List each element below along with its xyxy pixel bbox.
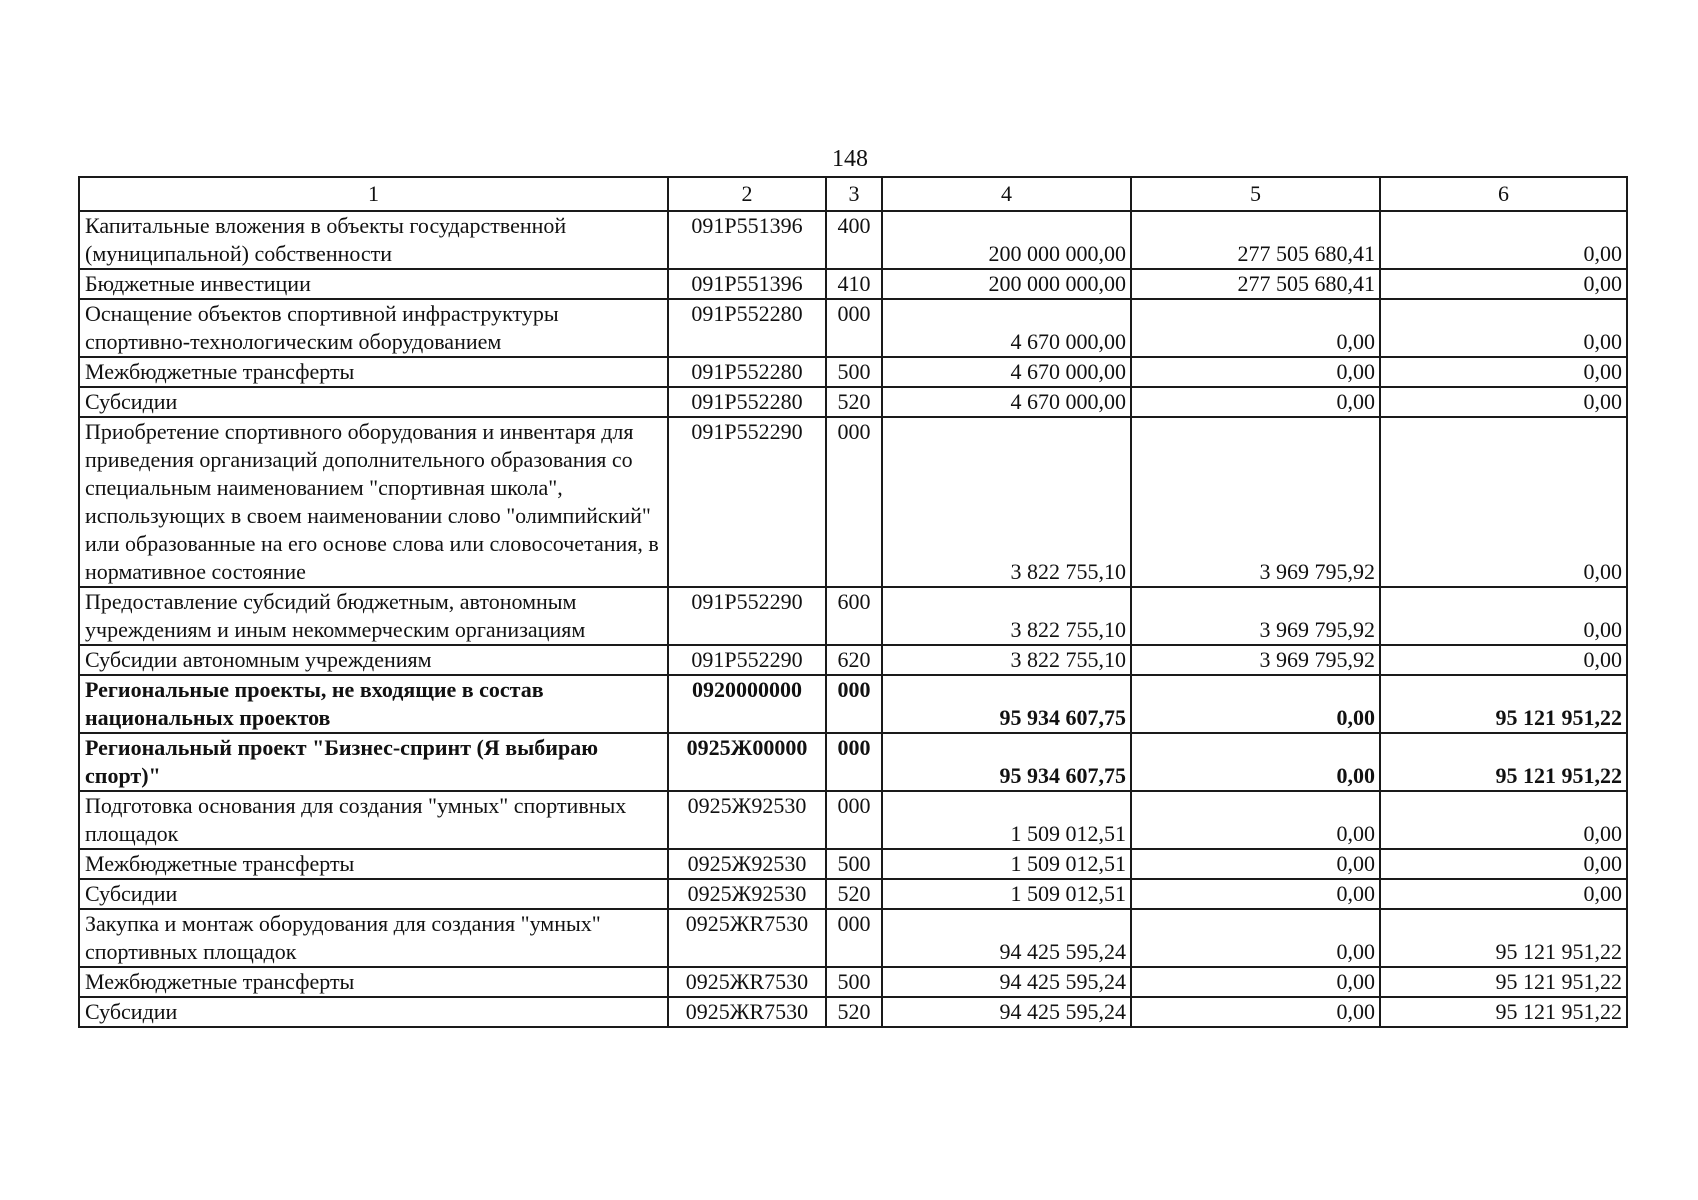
row-name-cell: Подготовка основания для создания "умных" спортивных площадок — [79, 791, 668, 849]
row-kind-cell: 000 — [826, 417, 882, 587]
table-row — [79, 909, 1627, 967]
row-amount-col5: 0,00 — [1131, 675, 1380, 733]
row-amount-col4: 94 425 595,24 — [882, 967, 1131, 997]
row-code-cell: 0920000000 — [668, 675, 826, 733]
row-name-cell: Приобретение спортивного оборудования и инвентаря для приведения организаций дополнительного образования со специальным наименованием "спортивная школа", использующих в своем наименовании слово "олимпийский" или образованные на его основе слова или словосочетания, в нормативное состояние — [79, 417, 668, 587]
row-code-cell: 0925ЖR7530 — [668, 997, 826, 1027]
row-amount-col5: 3 969 795,92 — [1131, 645, 1380, 675]
column-header: 3 — [826, 177, 882, 211]
row-amount-col6: 0,00 — [1380, 269, 1627, 299]
row-kind-cell: 000 — [826, 675, 882, 733]
row-code-cell: 091P552280 — [668, 299, 826, 357]
row-kind-cell: 500 — [826, 849, 882, 879]
row-code-cell: 091P552290 — [668, 587, 826, 645]
row-amount-col5: 0,00 — [1131, 299, 1380, 357]
row-name-cell: Субсидии автономным учреждениям — [79, 645, 668, 675]
row-amount-col6: 0,00 — [1380, 417, 1627, 587]
row-amount-col6: 0,00 — [1380, 587, 1627, 645]
row-amount-col4: 95 934 607,75 — [882, 733, 1131, 791]
row-amount-col4: 95 934 607,75 — [882, 675, 1131, 733]
row-amount-col5: 0,00 — [1131, 357, 1380, 387]
table-row — [79, 675, 1627, 733]
row-kind-cell: 000 — [826, 299, 882, 357]
row-code-cell: 0925ЖR7530 — [668, 909, 826, 967]
row-amount-col4: 4 670 000,00 — [882, 299, 1131, 357]
row-name-cell: Межбюджетные трансферты — [79, 357, 668, 387]
row-name-cell: Субсидии — [79, 879, 668, 909]
table-row — [79, 849, 1627, 879]
row-code-cell: 0925Ж92530 — [668, 791, 826, 849]
row-name-cell: Оснащение объектов спортивной инфраструктуры спортивно-технологическим оборудованием — [79, 299, 668, 357]
row-amount-col4: 1 509 012,51 — [882, 879, 1131, 909]
row-amount-col5: 0,00 — [1131, 387, 1380, 417]
row-name-cell: Предоставление субсидий бюджетным, автономным учреждениям и иным некоммерческим организациям — [79, 587, 668, 645]
row-code-cell: 091P551396 — [668, 269, 826, 299]
table-header-row — [79, 177, 1627, 211]
row-code-cell: 0925Ж00000 — [668, 733, 826, 791]
row-kind-cell: 620 — [826, 645, 882, 675]
row-kind-cell: 600 — [826, 587, 882, 645]
row-name-cell: Региональный проект "Бизнес-спринт (Я выбираю спорт)" — [79, 733, 668, 791]
page-number: 148 — [832, 146, 868, 172]
row-amount-col6: 0,00 — [1380, 645, 1627, 675]
row-code-cell: 091P552280 — [668, 387, 826, 417]
row-amount-col6: 0,00 — [1380, 299, 1627, 357]
row-amount-col5: 0,00 — [1131, 909, 1380, 967]
row-amount-col6: 95 121 951,22 — [1380, 909, 1627, 967]
row-amount-col5: 0,00 — [1131, 791, 1380, 849]
row-name-cell: Региональные проекты, не входящие в состав национальных проектов — [79, 675, 668, 733]
row-amount-col5: 0,00 — [1131, 733, 1380, 791]
row-code-cell: 091P552280 — [668, 357, 826, 387]
row-amount-col5: 0,00 — [1131, 967, 1380, 997]
row-amount-col4: 94 425 595,24 — [882, 909, 1131, 967]
row-amount-col4: 94 425 595,24 — [882, 997, 1131, 1027]
row-code-cell: 091P551396 — [668, 211, 826, 269]
row-name-cell: Межбюджетные трансферты — [79, 967, 668, 997]
row-amount-col4: 200 000 000,00 — [882, 211, 1131, 269]
row-kind-cell: 500 — [826, 967, 882, 997]
row-kind-cell: 000 — [826, 791, 882, 849]
row-amount-col6: 0,00 — [1380, 357, 1627, 387]
row-name-cell: Бюджетные инвестиции — [79, 269, 668, 299]
row-code-cell: 0925Ж92530 — [668, 879, 826, 909]
row-amount-col6: 95 121 951,22 — [1380, 967, 1627, 997]
row-code-cell: 091P552290 — [668, 645, 826, 675]
table-row — [79, 733, 1627, 791]
row-amount-col6: 95 121 951,22 — [1380, 733, 1627, 791]
row-amount-col4: 4 670 000,00 — [882, 357, 1131, 387]
row-amount-col6: 0,00 — [1380, 879, 1627, 909]
table-row — [79, 791, 1627, 849]
row-amount-col5: 0,00 — [1131, 849, 1380, 879]
row-amount-col4: 200 000 000,00 — [882, 269, 1131, 299]
row-kind-cell: 400 — [826, 211, 882, 269]
row-amount-col6: 0,00 — [1380, 849, 1627, 879]
row-amount-col4: 1 509 012,51 — [882, 791, 1131, 849]
table-row — [79, 211, 1627, 269]
column-header: 6 — [1380, 177, 1627, 211]
row-amount-col6: 95 121 951,22 — [1380, 997, 1627, 1027]
row-kind-cell: 520 — [826, 879, 882, 909]
column-header: 5 — [1131, 177, 1380, 211]
row-kind-cell: 000 — [826, 733, 882, 791]
row-kind-cell: 410 — [826, 269, 882, 299]
row-code-cell: 0925ЖR7530 — [668, 967, 826, 997]
row-amount-col4: 1 509 012,51 — [882, 849, 1131, 879]
row-amount-col4: 3 822 755,10 — [882, 587, 1131, 645]
table-row — [79, 645, 1627, 675]
row-amount-col5: 277 505 680,41 — [1131, 269, 1380, 299]
row-name-cell: Межбюджетные трансферты — [79, 849, 668, 879]
column-header: 1 — [79, 177, 668, 211]
row-name-cell: Капитальные вложения в объекты государственной (муниципальной) собственности — [79, 211, 668, 269]
table-row — [79, 879, 1627, 909]
row-kind-cell: 500 — [826, 357, 882, 387]
row-kind-cell: 000 — [826, 909, 882, 967]
column-header: 4 — [882, 177, 1131, 211]
row-name-cell: Закупка и монтаж оборудования для создания "умных" спортивных площадок — [79, 909, 668, 967]
row-amount-col4: 4 670 000,00 — [882, 387, 1131, 417]
row-name-cell: Субсидии — [79, 387, 668, 417]
row-amount-col5: 0,00 — [1131, 997, 1380, 1027]
row-amount-col5: 0,00 — [1131, 879, 1380, 909]
table-row — [79, 997, 1627, 1027]
row-kind-cell: 520 — [826, 997, 882, 1027]
row-amount-col6: 0,00 — [1380, 791, 1627, 849]
table-row — [79, 299, 1627, 357]
row-amount-col6: 95 121 951,22 — [1380, 675, 1627, 733]
row-amount-col4: 3 822 755,10 — [882, 417, 1131, 587]
table-row — [79, 269, 1627, 299]
table-row — [79, 357, 1627, 387]
budget-table — [78, 176, 1628, 1028]
row-kind-cell: 520 — [826, 387, 882, 417]
row-code-cell: 091P552290 — [668, 417, 826, 587]
table-row — [79, 417, 1627, 587]
row-code-cell: 0925Ж92530 — [668, 849, 826, 879]
row-name-cell: Субсидии — [79, 997, 668, 1027]
column-header: 2 — [668, 177, 826, 211]
row-amount-col5: 277 505 680,41 — [1131, 211, 1380, 269]
row-amount-col5: 3 969 795,92 — [1131, 417, 1380, 587]
row-amount-col6: 0,00 — [1380, 387, 1627, 417]
row-amount-col6: 0,00 — [1380, 211, 1627, 269]
table-row — [79, 387, 1627, 417]
row-amount-col4: 3 822 755,10 — [882, 645, 1131, 675]
table-row — [79, 587, 1627, 645]
table-row — [79, 967, 1627, 997]
row-amount-col5: 3 969 795,92 — [1131, 587, 1380, 645]
